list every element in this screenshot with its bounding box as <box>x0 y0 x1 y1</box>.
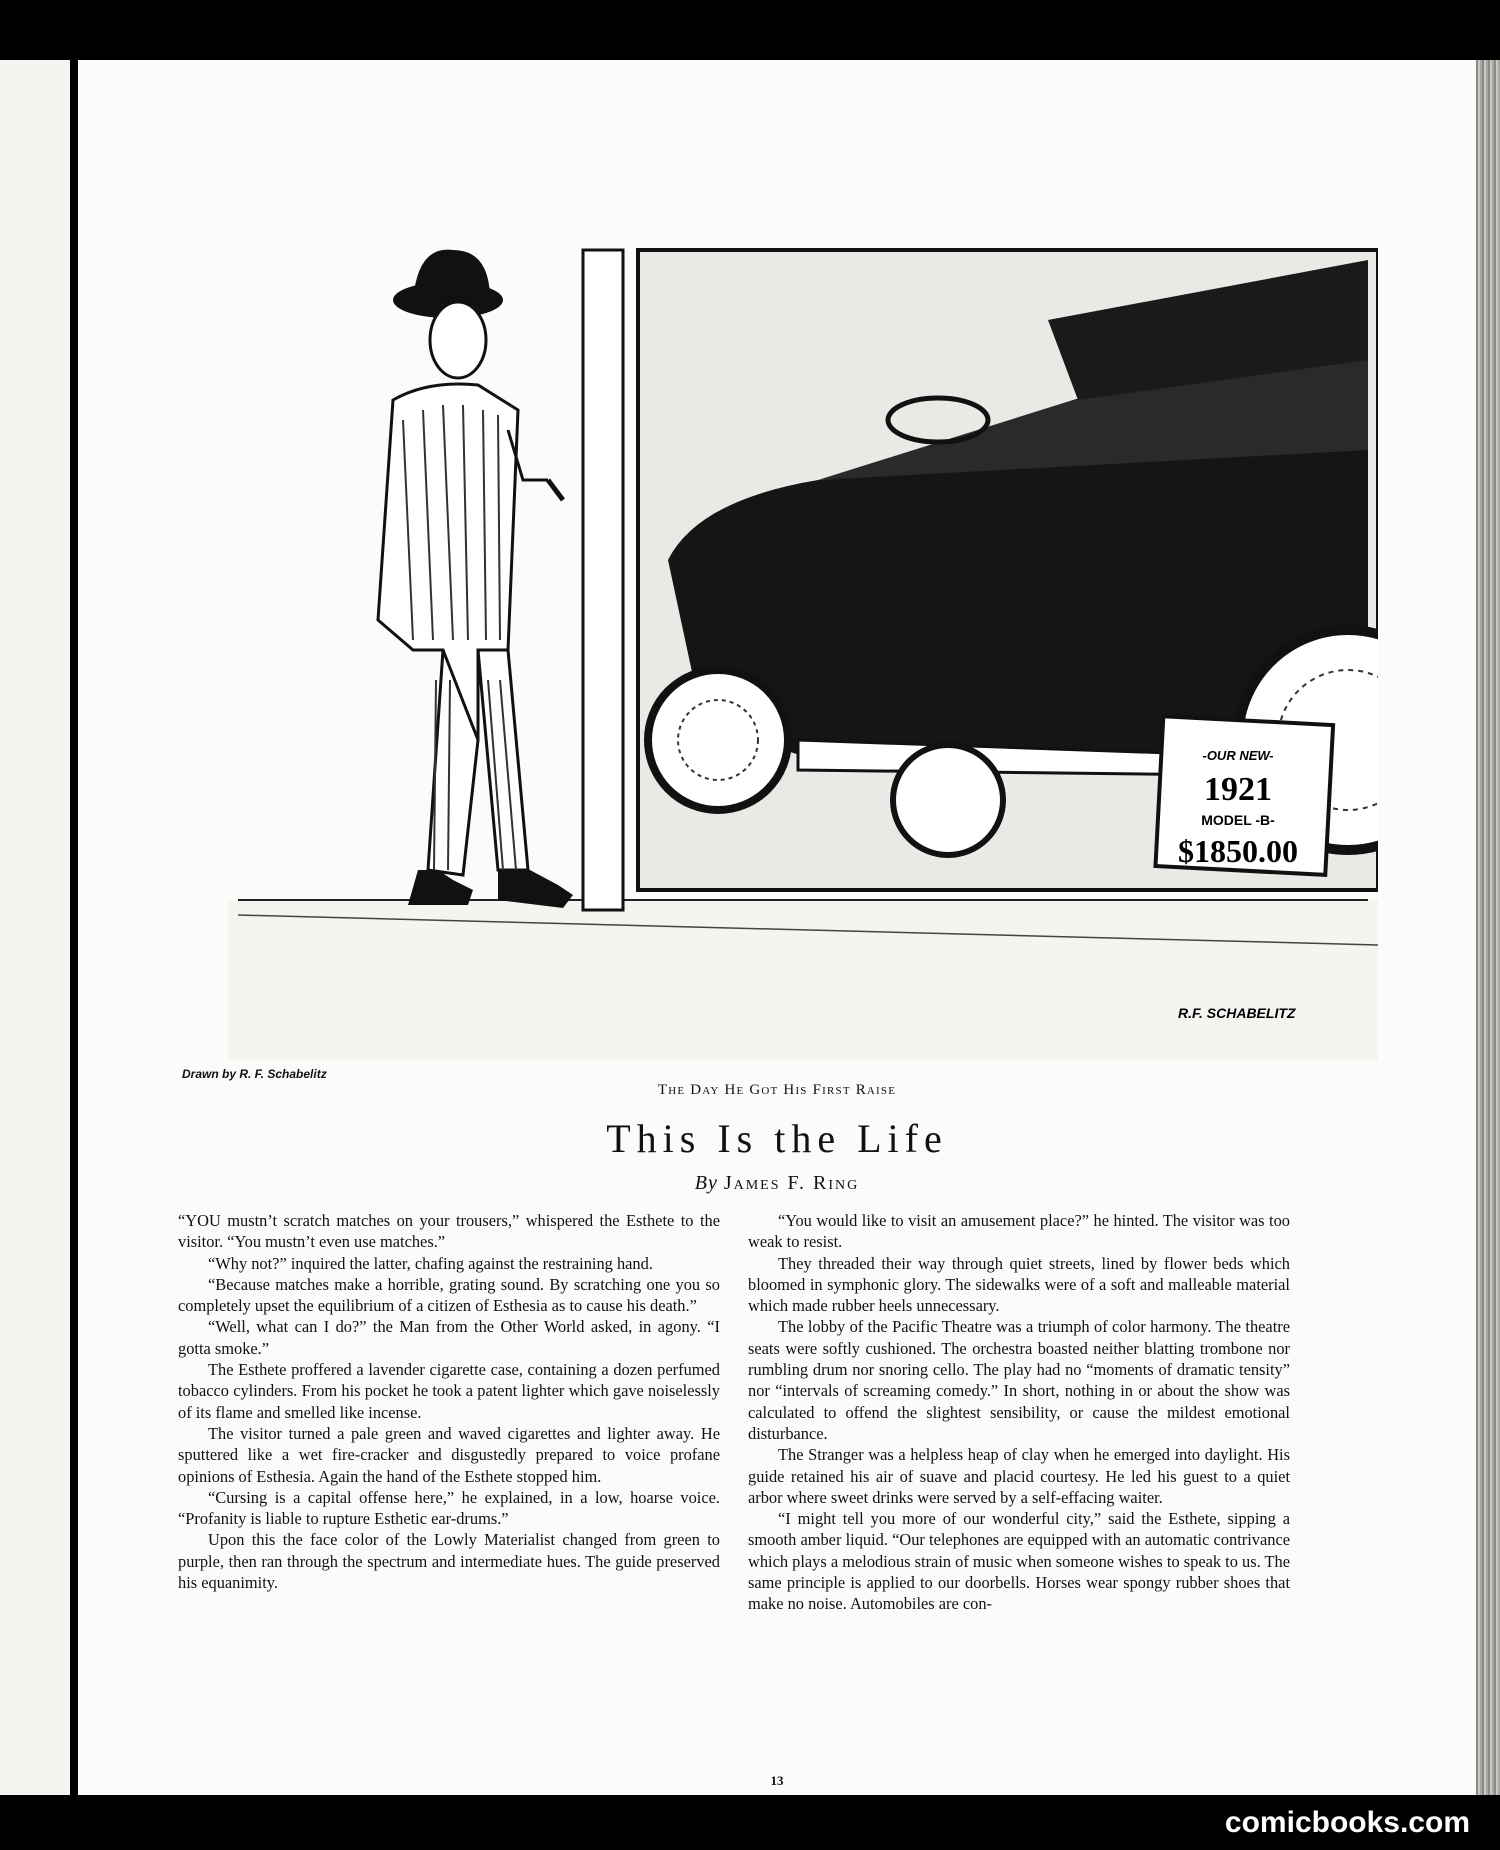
sign-price: $1850.00 <box>1178 833 1298 869</box>
paragraph: The visitor turned a pale green and waved cigarettes and lighter away. He sputtered like a wet fire-cracker and disgustedly prepared to voice profane opinions of Esthesia. Again the hand of the Esthete stopped him. <box>178 1423 720 1486</box>
paragraph: “YOU mustn’t scratch matches on your trousers,” whispered the Esthete to the visitor. “You mustn’t even use matches.” <box>178 1211 720 1252</box>
byline-by: By <box>694 1172 718 1194</box>
paragraph: The Esthete proffered a lavender cigarette case, containing a dozen perfumed tobacco cylinders. From his pocket he took a patent lighter which gave noiselessly of its flame and smelled like incense. <box>178 1360 720 1422</box>
facing-page-edge <box>0 60 70 1795</box>
paragraph: “Well, what can I do?” the Man from the Other World asked, in agony. “I gotta smoke.” <box>178 1317 720 1358</box>
artist-signature: R.F. SCHABELITZ <box>1178 1005 1296 1021</box>
sign-model: MODEL -B- <box>1201 812 1275 828</box>
article-title: This Is the Life <box>606 1116 948 1161</box>
sign-year: 1921 <box>1204 771 1272 808</box>
sign-line1: -OUR NEW- <box>1202 748 1274 763</box>
illustration-credit: Drawn by R. F. Schabelitz <box>182 1067 327 1081</box>
article-column-right <box>748 1210 1290 1615</box>
paragraph: The Stranger was a helpless heap of clay when he emerged into daylight. His guide retained his air of suave and placid courtesy. He led his guest to a quiet arbor where sweet drinks were served by a self-effacing waiter. <box>748 1445 1290 1507</box>
paragraph: “Why not?” inquired the latter, chafing against the restraining hand. <box>208 1253 653 1273</box>
paragraph: “You would like to visit an amusement place?” he hinted. The visitor was too weak to resist. <box>748 1211 1290 1252</box>
paragraph: “Because matches make a horrible, grating sound. By scratching one you so completely upset the equilibrium of a citizen of Esthesia as to cause his death.” <box>178 1274 720 1316</box>
paragraph: They threaded their way through quiet streets, lined by flower beds which bloomed in symphonic glory. The sidewalks were of a soft and malleable material which made rubber heels unnecessary. <box>748 1253 1290 1316</box>
book-page-edges <box>1476 60 1500 1795</box>
paragraph: The lobby of the Pacific Theatre was a triumph of color harmony. The theatre seats were softly cushioned. The orchestra boasted neither blatting trombone nor rumbling drum nor snoring cello. The play had no “moments of dramatic tensity” nor “intervals of screaming comedy.” In short, nothing in or about the show was calculated to offend the slightest sensibility, or cause the mildest emotional disturbance. <box>748 1317 1290 1443</box>
illustration-caption: The Day He Got His First Raise <box>657 1082 897 1098</box>
magazine-page <box>78 60 1476 1795</box>
paragraph: Upon this the face color of the Lowly Materialist changed from green to purple, then ran through the spectrum and intermediate hues. The guide preserved his equanimity. <box>178 1530 720 1593</box>
byline <box>78 1172 1476 1195</box>
article-column-left <box>178 1210 720 1593</box>
watermark: comicbooks.com <box>1224 1806 1470 1839</box>
page-number: 13 <box>770 1773 784 1788</box>
paragraph: “Cursing is a capital offense here,” he explained, in a low, hoarse voice. “Profanity is liable to rupture Esthetic ear-drums.” <box>178 1487 720 1529</box>
byline-author: James F. Ring <box>723 1172 860 1194</box>
paragraph: “I might tell you more of our wonderful city,” said the Esthete, sipping a smooth amber liquid. “Our telephones are equipped with an automatic contrivance which plays a melodious strain of music when someone wishes to speak to us. The same principle is applied to our doorbells. Horses wear spongy rubber shoes that make no noise. Automobiles are con- <box>748 1509 1290 1614</box>
illustration <box>178 180 1378 1060</box>
illustration-drawing <box>178 180 1378 1060</box>
